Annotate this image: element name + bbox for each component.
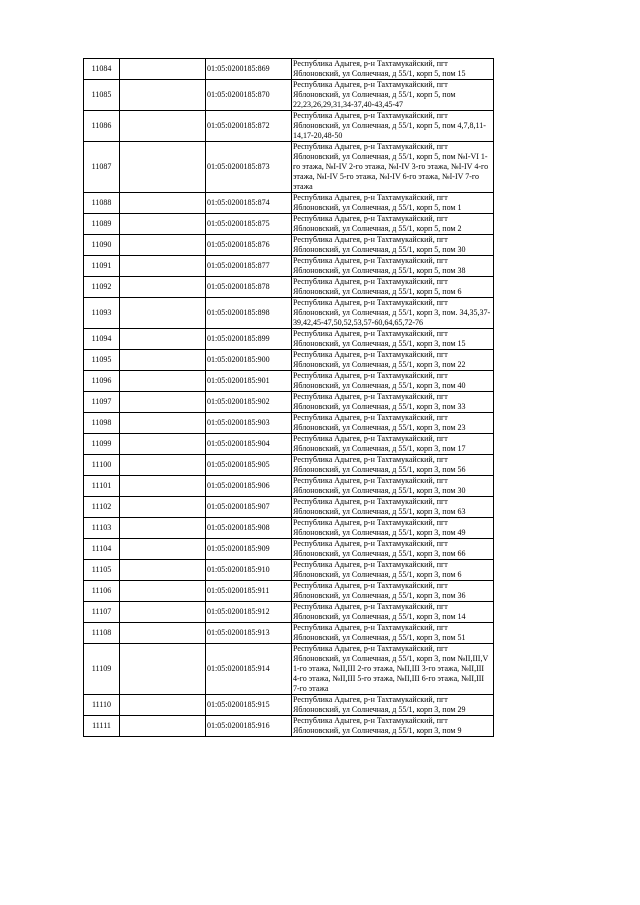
row-number-cell: 11106 — [84, 581, 120, 602]
empty-cell — [120, 298, 206, 329]
address-cell: Республика Адыгея, р-н Тахтамукайский, пгт Яблоновский, ул Солнечная, д 55/1, корп 3, пом 56 — [292, 455, 494, 476]
empty-cell — [120, 518, 206, 539]
row-number-cell: 11105 — [84, 560, 120, 581]
cadastral-number-cell: 01:05:0200185:899 — [206, 329, 292, 350]
row-number-cell: 11087 — [84, 142, 120, 193]
row-number-cell: 11090 — [84, 235, 120, 256]
table-row — [84, 392, 494, 413]
row-number-cell: 11103 — [84, 518, 120, 539]
table-row — [84, 298, 494, 329]
address-cell: Республика Адыгея, р-н Тахтамукайский, пгт Яблоновский, ул Солнечная, д 55/1, корп 5, пом 38 — [292, 256, 494, 277]
address-cell: Республика Адыгея, р-н Тахтамукайский, пгт Яблоновский, ул Солнечная, д 55/1, корп 5, пом 30 — [292, 235, 494, 256]
empty-cell — [120, 142, 206, 193]
table-row — [84, 413, 494, 434]
address-cell: Республика Адыгея, р-н Тахтамукайский, пгт Яблоновский, ул Солнечная, д 55/1, корп 5, пом 2 — [292, 214, 494, 235]
table-row — [84, 695, 494, 716]
row-number-cell: 11108 — [84, 623, 120, 644]
empty-cell — [120, 111, 206, 142]
cadastral-number-cell: 01:05:0200185:907 — [206, 497, 292, 518]
property-table — [83, 58, 494, 737]
empty-cell — [120, 581, 206, 602]
address-cell: Республика Адыгея, р-н Тахтамукайский, пгт Яблоновский, ул Солнечная, д 55/1, корп 3, пом 51 — [292, 623, 494, 644]
table-row — [84, 602, 494, 623]
row-number-cell: 11088 — [84, 193, 120, 214]
empty-cell — [120, 214, 206, 235]
cadastral-number-cell: 01:05:0200185:908 — [206, 518, 292, 539]
cadastral-number-cell: 01:05:0200185:910 — [206, 560, 292, 581]
cadastral-number-cell: 01:05:0200185:869 — [206, 59, 292, 80]
table-row — [84, 350, 494, 371]
table-row — [84, 497, 494, 518]
cadastral-number-cell: 01:05:0200185:902 — [206, 392, 292, 413]
empty-cell — [120, 455, 206, 476]
empty-cell — [120, 497, 206, 518]
cadastral-number-cell: 01:05:0200185:874 — [206, 193, 292, 214]
address-cell: Республика Адыгея, р-н Тахтамукайский, пгт Яблоновский, ул Солнечная, д 55/1, корп 3, пом 63 — [292, 497, 494, 518]
row-number-cell: 11110 — [84, 695, 120, 716]
cadastral-number-cell: 01:05:0200185:909 — [206, 539, 292, 560]
cadastral-number-cell: 01:05:0200185:903 — [206, 413, 292, 434]
cadastral-number-cell: 01:05:0200185:876 — [206, 235, 292, 256]
address-cell: Республика Адыгея, р-н Тахтамукайский, пгт Яблоновский, ул Солнечная, д 55/1, корп 3, пом 6 — [292, 560, 494, 581]
empty-cell — [120, 371, 206, 392]
table-row — [84, 716, 494, 737]
empty-cell — [120, 716, 206, 737]
table-row — [84, 455, 494, 476]
table-row — [84, 214, 494, 235]
empty-cell — [120, 350, 206, 371]
address-cell: Республика Адыгея, р-н Тахтамукайский, пгт Яблоновский, ул Солнечная, д 55/1, корп 5, пом №I-VI 1-го этажа, №I-IV 2-го этажа, №I-IV 3-го этажа, №I-IV 4-го этажа, №I-IV 5-го этажа, №I-IV 6-го этажа, №I-IV 7-го этажа — [292, 142, 494, 193]
row-number-cell: 11100 — [84, 455, 120, 476]
row-number-cell: 11104 — [84, 539, 120, 560]
empty-cell — [120, 256, 206, 277]
row-number-cell: 11084 — [84, 59, 120, 80]
table-row — [84, 111, 494, 142]
row-number-cell: 11109 — [84, 644, 120, 695]
empty-cell — [120, 623, 206, 644]
cadastral-number-cell: 01:05:0200185:914 — [206, 644, 292, 695]
row-number-cell: 11097 — [84, 392, 120, 413]
address-cell: Республика Адыгея, р-н Тахтамукайский, пгт Яблоновский, ул Солнечная, д 55/1, корп 3, пом 9 — [292, 716, 494, 737]
table-row — [84, 329, 494, 350]
table-row — [84, 434, 494, 455]
address-cell: Республика Адыгея, р-н Тахтамукайский, пгт Яблоновский, ул Солнечная, д 55/1, корп 3, пом 29 — [292, 695, 494, 716]
empty-cell — [120, 602, 206, 623]
empty-cell — [120, 80, 206, 111]
address-cell: Республика Адыгея, р-н Тахтамукайский, пгт Яблоновский, ул Солнечная, д 55/1, корп 5, пом 15 — [292, 59, 494, 80]
empty-cell — [120, 560, 206, 581]
address-cell: Республика Адыгея, р-н Тахтамукайский, пгт Яблоновский, ул Солнечная, д 55/1, корп 5, пом 6 — [292, 277, 494, 298]
address-cell: Республика Адыгея, р-н Тахтамукайский, пгт Яблоновский, ул Солнечная, д 55/1, корп 3, пом 15 — [292, 329, 494, 350]
table-row — [84, 371, 494, 392]
address-cell: Республика Адыгея, р-н Тахтамукайский, пгт Яблоновский, ул Солнечная, д 55/1, корп 3, пом 30 — [292, 476, 494, 497]
empty-cell — [120, 413, 206, 434]
row-number-cell: 11092 — [84, 277, 120, 298]
cadastral-number-cell: 01:05:0200185:913 — [206, 623, 292, 644]
address-cell: Республика Адыгея, р-н Тахтамукайский, пгт Яблоновский, ул Солнечная, д 55/1, корп 3, пом 49 — [292, 518, 494, 539]
row-number-cell: 11099 — [84, 434, 120, 455]
row-number-cell: 11093 — [84, 298, 120, 329]
address-cell: Республика Адыгея, р-н Тахтамукайский, пгт Яблоновский, ул Солнечная, д 55/1, корп 3, пом 33 — [292, 392, 494, 413]
empty-cell — [120, 476, 206, 497]
address-cell: Республика Адыгея, р-н Тахтамукайский, пгт Яблоновский, ул Солнечная, д 55/1, корп 5, пом 4,7,8,11-14,17-20,48-50 — [292, 111, 494, 142]
address-cell: Республика Адыгея, р-н Тахтамукайский, пгт Яблоновский, ул Солнечная, д 55/1, корп 3, пом 17 — [292, 434, 494, 455]
table-row — [84, 539, 494, 560]
cadastral-number-cell: 01:05:0200185:905 — [206, 455, 292, 476]
row-number-cell: 11101 — [84, 476, 120, 497]
address-cell: Республика Адыгея, р-н Тахтамукайский, пгт Яблоновский, ул Солнечная, д 55/1, корп 3, пом №II,III,V 1-го этажа, №II,III 2-го этажа, №II,III 3-го этажа, №II,III 4-го этажа, №II,III 5-го этажа, №II,III 6-го этажа, №II,III 7-го этажа — [292, 644, 494, 695]
row-number-cell: 11089 — [84, 214, 120, 235]
row-number-cell: 11107 — [84, 602, 120, 623]
cadastral-number-cell: 01:05:0200185:870 — [206, 80, 292, 111]
table-row — [84, 560, 494, 581]
row-number-cell: 11096 — [84, 371, 120, 392]
row-number-cell: 11091 — [84, 256, 120, 277]
empty-cell — [120, 695, 206, 716]
cadastral-number-cell: 01:05:0200185:901 — [206, 371, 292, 392]
table-row — [84, 644, 494, 695]
empty-cell — [120, 59, 206, 80]
address-cell: Республика Адыгея, р-н Тахтамукайский, пгт Яблоновский, ул Солнечная, д 55/1, корп 3, пом 40 — [292, 371, 494, 392]
row-number-cell: 11094 — [84, 329, 120, 350]
empty-cell — [120, 235, 206, 256]
table-row — [84, 277, 494, 298]
address-cell: Республика Адыгея, р-н Тахтамукайский, пгт Яблоновский, ул Солнечная, д 55/1, корп 3, пом 14 — [292, 602, 494, 623]
row-number-cell: 11102 — [84, 497, 120, 518]
row-number-cell: 11085 — [84, 80, 120, 111]
row-number-cell: 11098 — [84, 413, 120, 434]
cadastral-number-cell: 01:05:0200185:875 — [206, 214, 292, 235]
address-cell: Республика Адыгея, р-н Тахтамукайский, пгт Яблоновский, ул Солнечная, д 55/1, корп 3, пом 36 — [292, 581, 494, 602]
table-row — [84, 142, 494, 193]
empty-cell — [120, 392, 206, 413]
address-cell: Республика Адыгея, р-н Тахтамукайский, пгт Яблоновский, ул Солнечная, д 55/1, корп 3, пом 23 — [292, 413, 494, 434]
empty-cell — [120, 329, 206, 350]
empty-cell — [120, 277, 206, 298]
table-row — [84, 476, 494, 497]
cadastral-number-cell: 01:05:0200185:911 — [206, 581, 292, 602]
cadastral-number-cell: 01:05:0200185:906 — [206, 476, 292, 497]
address-cell: Республика Адыгея, р-н Тахтамукайский, пгт Яблоновский, ул Солнечная, д 55/1, корп 3, пом 22 — [292, 350, 494, 371]
row-number-cell: 11111 — [84, 716, 120, 737]
address-cell: Республика Адыгея, р-н Тахтамукайский, пгт Яблоновский, ул Солнечная, д 55/1, корп 3, пом 66 — [292, 539, 494, 560]
table-row — [84, 623, 494, 644]
address-cell: Республика Адыгея, р-н Тахтамукайский, пгт Яблоновский, ул Солнечная, д 55/1, корп 5, пом 1 — [292, 193, 494, 214]
cadastral-number-cell: 01:05:0200185:877 — [206, 256, 292, 277]
cadastral-number-cell: 01:05:0200185:898 — [206, 298, 292, 329]
row-number-cell: 11086 — [84, 111, 120, 142]
table-row — [84, 518, 494, 539]
table-row — [84, 193, 494, 214]
table-row — [84, 256, 494, 277]
table-row — [84, 80, 494, 111]
address-cell: Республика Адыгея, р-н Тахтамукайский, пгт Яблоновский, ул Солнечная, д 55/1, корп 3, пом. 34,35,37-39,42,45-47,50,52,53,57-60,64,65,72-76 — [292, 298, 494, 329]
cadastral-number-cell: 01:05:0200185:873 — [206, 142, 292, 193]
cadastral-number-cell: 01:05:0200185:878 — [206, 277, 292, 298]
cadastral-number-cell: 01:05:0200185:915 — [206, 695, 292, 716]
cadastral-number-cell: 01:05:0200185:872 — [206, 111, 292, 142]
cadastral-number-cell: 01:05:0200185:912 — [206, 602, 292, 623]
table-body — [84, 59, 494, 737]
table-row — [84, 581, 494, 602]
table-row — [84, 59, 494, 80]
address-cell: Республика Адыгея, р-н Тахтамукайский, пгт Яблоновский, ул Солнечная, д 55/1, корп 5, пом 22,23,26,29,31,34-37,40-43,45-47 — [292, 80, 494, 111]
cadastral-number-cell: 01:05:0200185:916 — [206, 716, 292, 737]
cadastral-number-cell: 01:05:0200185:904 — [206, 434, 292, 455]
empty-cell — [120, 539, 206, 560]
empty-cell — [120, 644, 206, 695]
empty-cell — [120, 193, 206, 214]
row-number-cell: 11095 — [84, 350, 120, 371]
cadastral-number-cell: 01:05:0200185:900 — [206, 350, 292, 371]
table-row — [84, 235, 494, 256]
empty-cell — [120, 434, 206, 455]
